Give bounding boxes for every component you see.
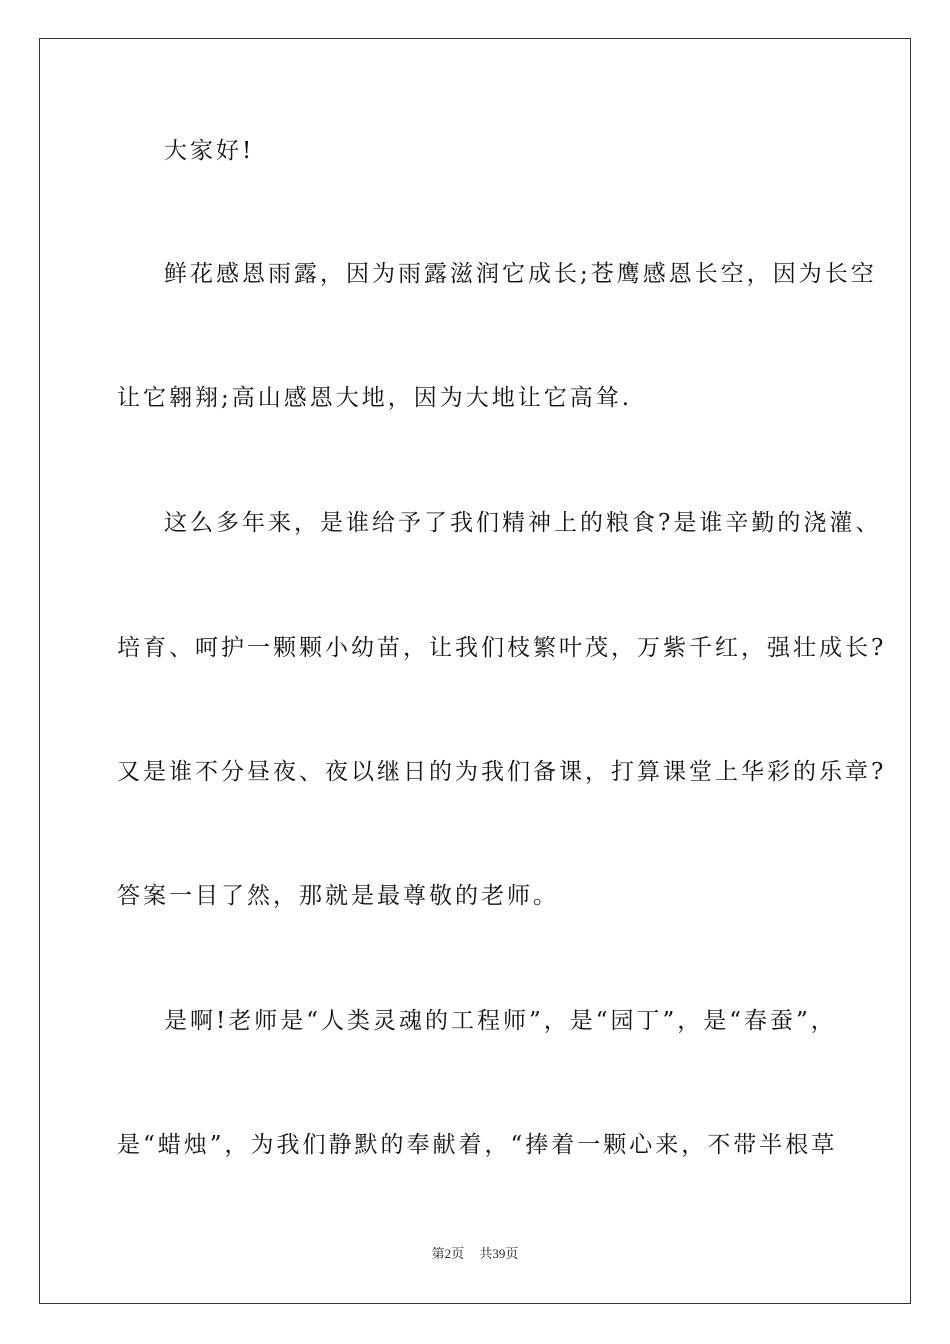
paragraph-line: 培育、呵护一颗颗小幼苗，让我们枝繁叶茂，万紫千红，强壮成长?	[117, 635, 887, 661]
paragraph-line: 这么多年来，是谁给予了我们精神上的粮食?是谁辛勤的浇灌、	[164, 510, 882, 536]
paragraph-line: 鲜花感恩雨露，因为雨露滋润它成长;苍鹰感恩长空，因为长空	[164, 261, 877, 287]
page-frame	[39, 38, 911, 1304]
paragraph-line: 让它翱翔;高山感恩大地，因为大地让它高耸.	[117, 385, 633, 411]
paragraph-line: 又是谁不分昼夜、夜以继日的为我们备课，打算课堂上华彩的乐章?	[117, 759, 887, 785]
paragraph-line: 是“蜡烛”，为我们静默的奉献着，“捧着一颗心来，不带半根草	[117, 1132, 838, 1158]
greeting-line: 大家好!	[164, 138, 255, 164]
page-number: 第2页	[431, 1246, 465, 1261]
paragraph-line: 答案一目了然，那就是最尊敬的老师。	[117, 883, 559, 909]
page-footer	[0, 1245, 950, 1263]
paragraph-line: 是啊!老师是“人类灵魂的工程师”，是“园丁”，是“春蚕”，	[164, 1008, 837, 1034]
page-total: 共39页	[479, 1246, 519, 1261]
